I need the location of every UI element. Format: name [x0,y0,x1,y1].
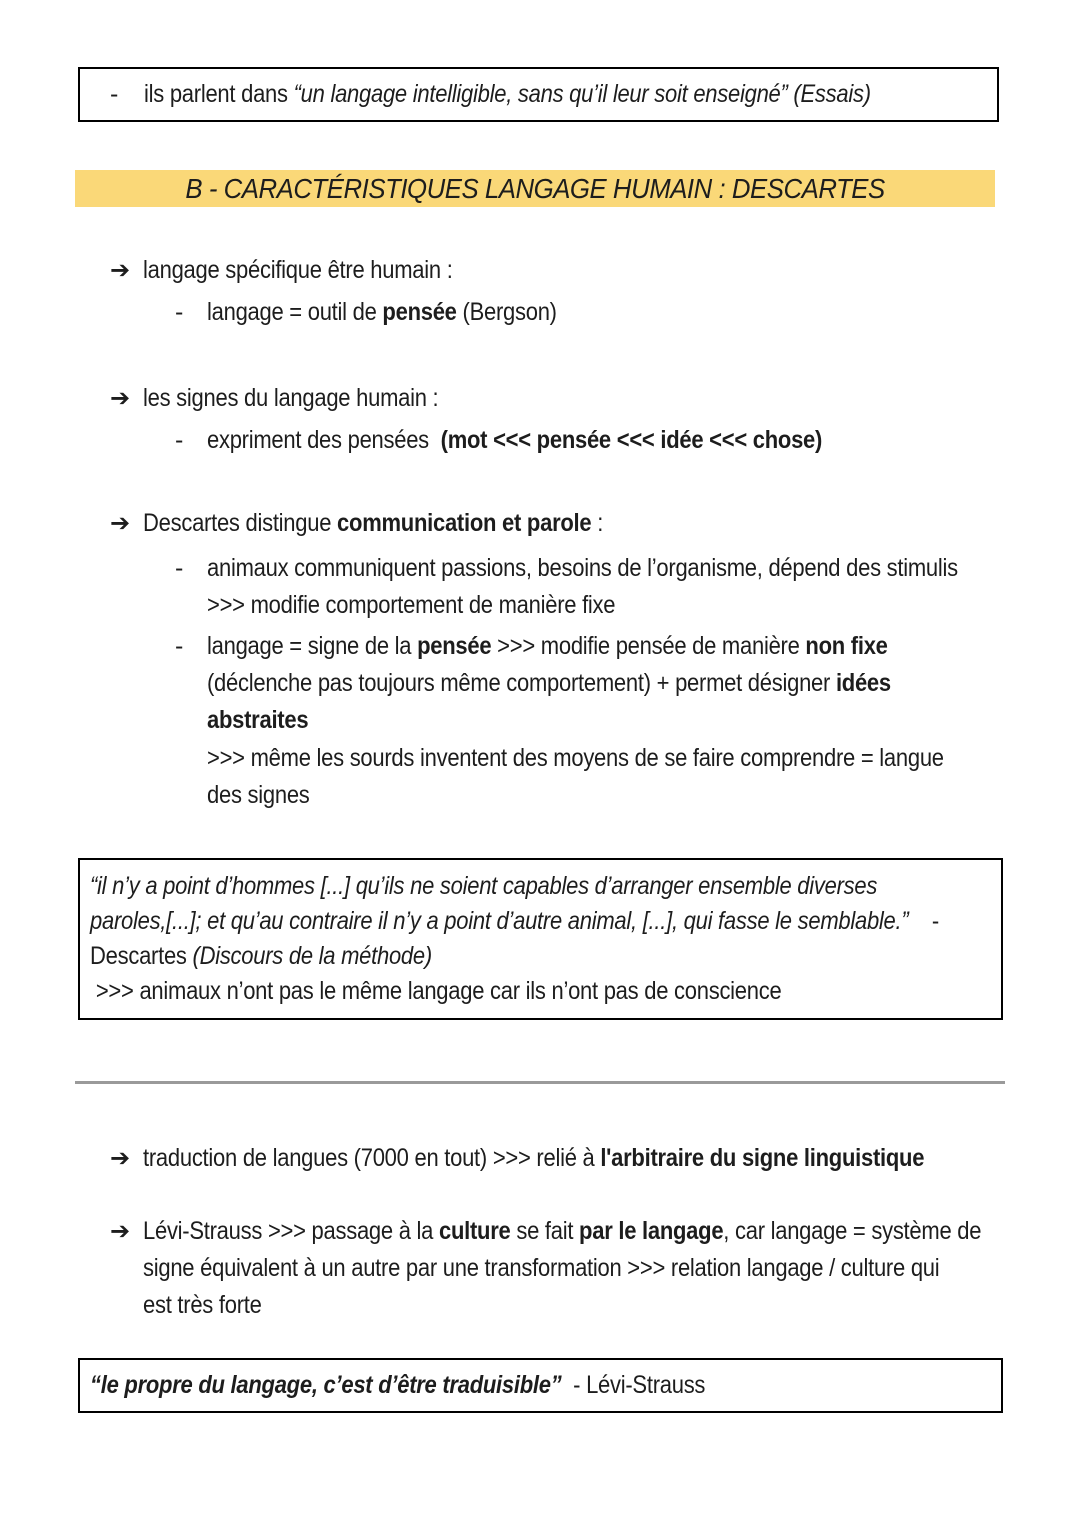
horizontal-divider [75,1081,1005,1084]
note-text-expriment: expriment des pensées (mot <<< pensée <<< idée <<< chose) [207,426,823,454]
note-text-animaux: animaux communiquent passions, besoins de l’organisme, dépend des stimulis >>> modifie comportement de manière fixe [207,554,958,619]
arrow-bullet-icon: ➔ [110,385,131,412]
section-heading-highlight [75,170,995,207]
arrow-bullet-icon: ➔ [110,257,131,284]
note-line-distingue [75,505,1005,542]
quote-box-essais [78,67,999,122]
quote-levistrauss-text: “le propre du langage, c’est d’être traduisible” - Lévi-Strauss [90,1371,706,1399]
dash-bullet: - [175,632,184,660]
note-line-traduction [75,1140,1005,1177]
arrow-bullet-icon: ➔ [110,1145,131,1172]
note-line-langage-specifique [75,252,1005,289]
note-text-signes: les signes du langage humain : [143,384,439,412]
arrow-bullet-icon: ➔ [110,510,131,537]
note-line-animaux [75,550,1005,624]
note-line-signes [75,380,1005,417]
note-line-expriment [75,422,1005,459]
dash-bullet: - [110,80,119,108]
note-text-traduction: traduction de langues (7000 en tout) >>> relié à l'arbitraire du signe linguistique [143,1144,925,1172]
dash-bullet: - [175,554,184,582]
note-text-sourds: >>> même les sourds inventent des moyens de se faire comprendre = langue des signes [207,744,944,809]
note-text-signe-pensee: langage = signe de la pensée >>> modifie pensée de manière non fixe (déclenche pas toujours même comportement) + permet désigner idées abstraites [207,632,891,734]
quote-descartes-text: “il n’y a point d’hommes [...] qu’ils ne soient capables d’arranger ensemble diverses paroles,[...]; et qu’au contraire il n’y a point d’autre animal, [...], qui fasse le semblable.” - Descartes (Discours de la méthode) >>> animaux n’ont pas le même langage car ils n’ont pas de conscience [90,872,939,1005]
quote-essais-text: ils parlent dans “un langage intelligible, sans qu’il leur soit enseigné” (Essais) [144,80,871,108]
note-line-bergson [75,294,1005,331]
note-text-distingue: Descartes distingue communication et parole : [143,509,604,537]
note-text-levistrauss: Lévi-Strauss >>> passage à la culture se fait par le langage, car langage = système de signe équivalent à un autre par une transformation >>> relation langage / culture qui est très forte [143,1217,982,1319]
note-line-signe-pensee [75,628,1005,739]
dash-bullet: - [175,298,184,326]
arrow-bullet-icon: ➔ [110,1218,131,1245]
note-line-levistrauss [75,1213,1005,1324]
quote-box-descartes [78,858,1003,1020]
note-text-bergson: langage = outil de pensée (Bergson) [207,298,557,326]
dash-bullet: - [175,426,184,454]
note-text-langage-specifique: langage spécifique être humain : [143,256,453,284]
section-heading-text: B - CARACTÉRISTIQUES LANGAGE HUMAIN : DESCARTES [185,172,885,204]
note-line-sourds [75,740,1005,814]
quote-box-levi-strauss [78,1358,1003,1413]
